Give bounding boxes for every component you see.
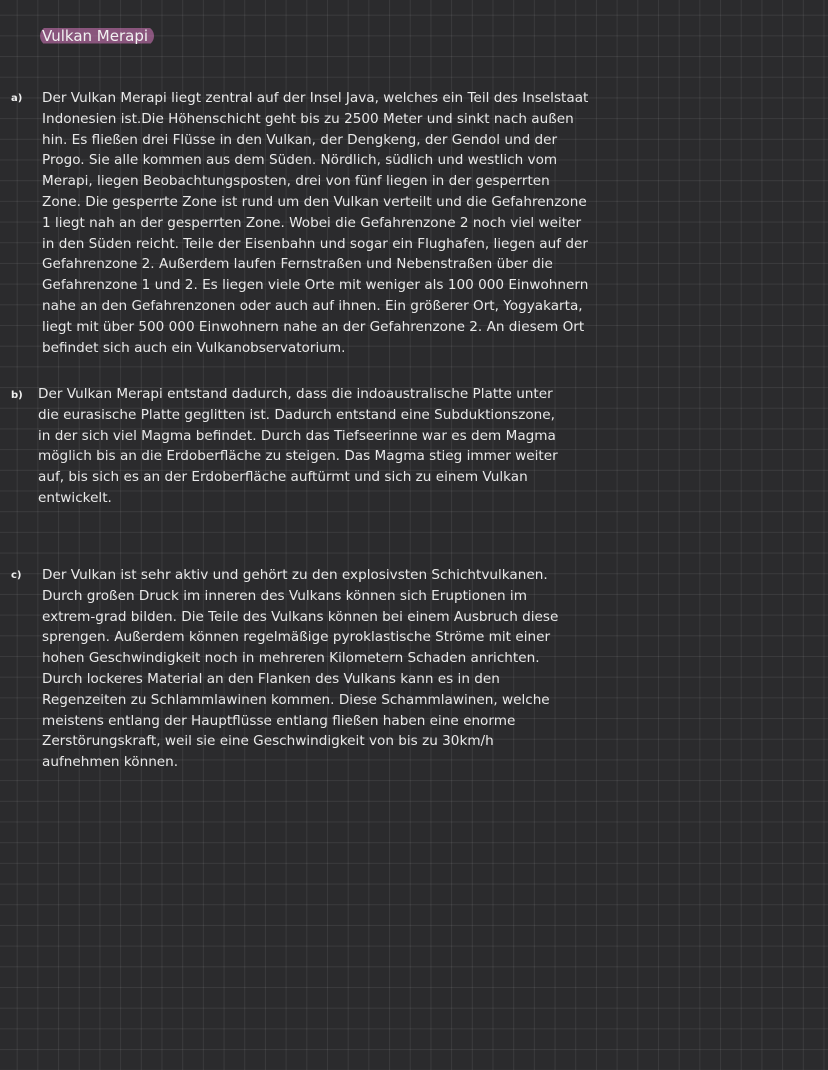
section-marker-a: a): [11, 93, 23, 104]
section-marker-b: b): [11, 390, 23, 401]
section-text-b: Der Vulkan Merapi entstand dadurch, dass die indoaustralische Platte unter die eurasische Platte geglitten ist. Dadurch entstand eine Subduktionszone, in der sich viel Magma befindet. Durch das Tiefseerinne war es dem Magma möglich bis an die Erdoberfläche zu steigen. Das Magma stieg immer weiter auf, bis sich es an der Erdoberfläche auftürmt und sich zu einem Vulkan entwickelt.: [38, 386, 558, 506]
section-marker-c: c): [11, 570, 22, 581]
section-text-a: Der Vulkan Merapi liegt zentral auf der Insel Java, welches ein Teil des Inselstaat Indonesien ist.Die Höhenschicht geht bis zu 2500 Meter und sinkt nach außen hin. Es fließen drei Flüsse in den Vulkan, der Dengkeng, der Gendol und der Progo. Sie alle kommen aus dem Süden. Nördlich, südlich und westlich vom Merapi, liegen Beobachtungsposten, drei von fünf liegen in der gesperrten Zone. Die gesperrte Zone ist rund um den Vulkan verteilt und die Gefahrenzone 1 liegt nah an der gesperrten Zone. Wobei die Gefahrenzone 2 noch viel weiter in den Süden reicht. Teile der Eisenbahn und sogar ein Flughafen, liegen auf der Gefahrenzone 2. Außerdem laufen Fernstraßen und Nebenstraßen über die Gefahrenzone 1 und 2. Es liegen viele Orte mit weniger als 100 000 Einwohnern nahe an den Gefahrenzonen oder auch auf ihnen. Ein größerer Ort, Yogyakarta, liegt mit über 500 000 Einwohnern nahe an der Gefahrenzone 2. An diesem Ort befindet sich auch ein Vulkanobservatorium.: [42, 90, 589, 356]
section-text-c: Der Vulkan ist sehr aktiv und gehört zu den explosivsten Schichtvulkanen. Durch großen Druck im inneren des Vulkans können sich Eruptionen im extrem-grad bilden. Die Teile des Vulkans können bei einem Ausbruch diese sprengen. Außerdem können regelmäßige pyroklastische Ströme mit einer hohen Geschwindigkeit noch in mehreren Kilometern Schaden anrichten. Durch lockeres Material an den Flanken des Vulkans kann es in den Regenzeiten zu Schlammlawinen kommen. Diese Schammlawinen, welche meistens entlang der Hauptflüsse entlang fließen haben eine enorme Zerstörungskraft, weil sie eine Geschwindigkeit von bis zu 30km/h aufnehmen können.: [42, 567, 559, 771]
page-title: Vulkan Merapi: [40, 26, 154, 46]
